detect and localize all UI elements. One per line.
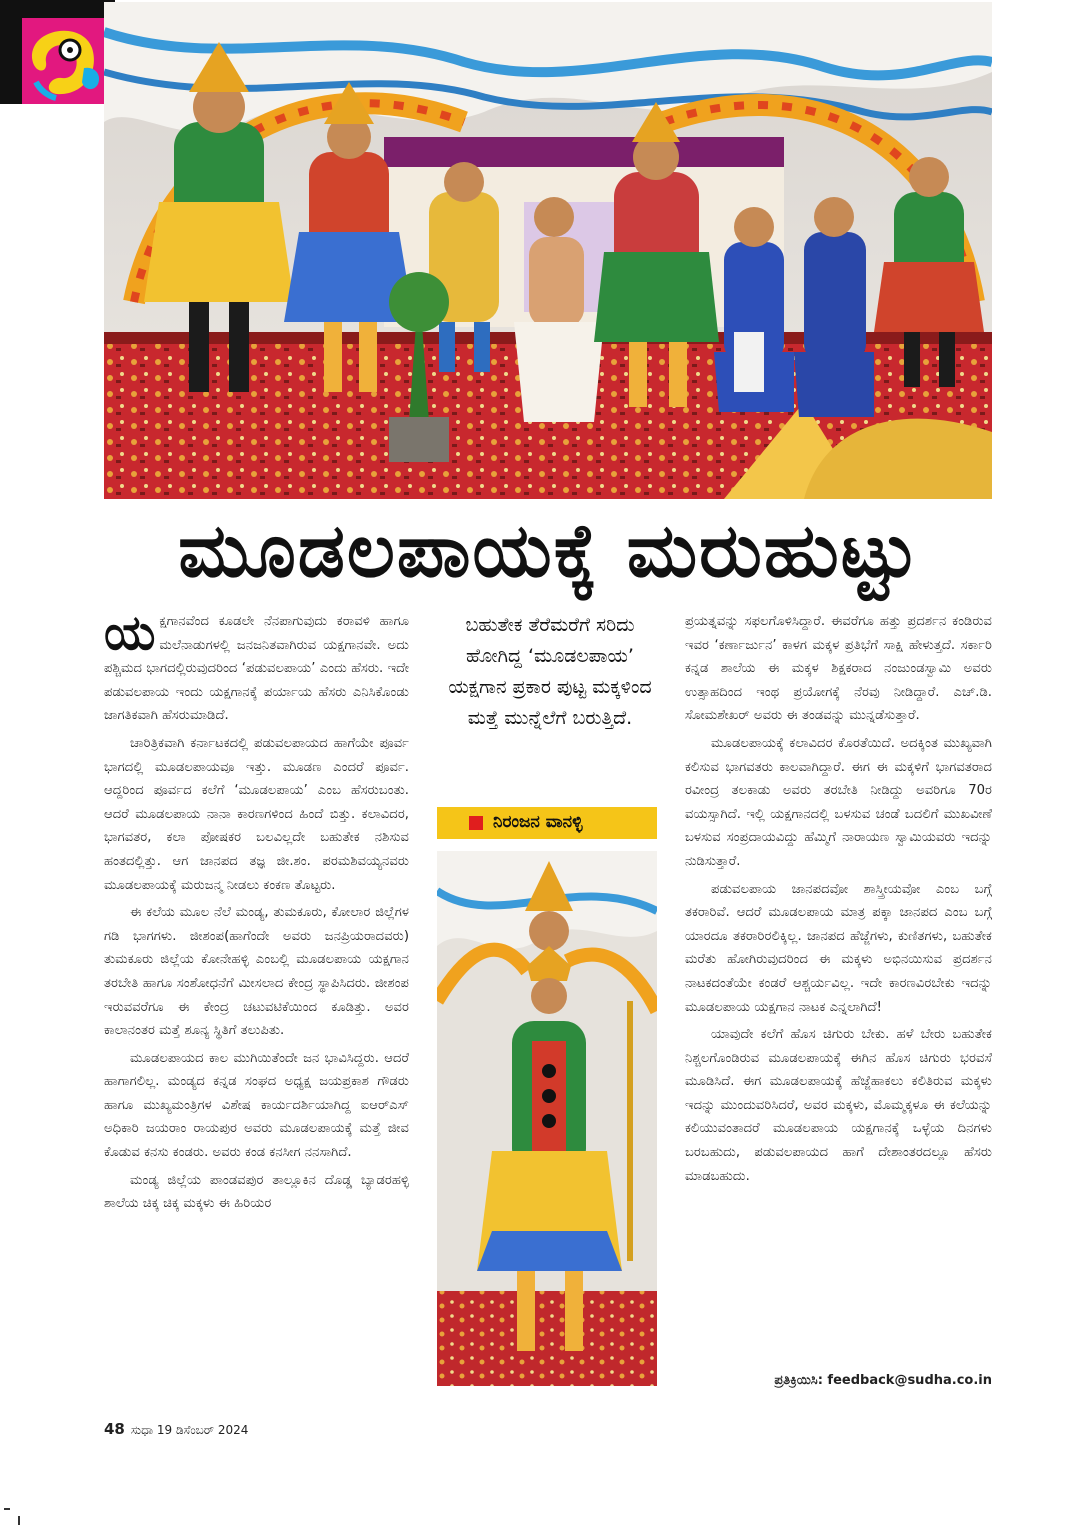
article-paragraph: ಪಡುವಲಪಾಯ ಜಾನಪದವೋ ಶಾಸ್ತ್ರೀಯವೋ ಎಂಬ ಬಗ್ಗೆ ತಕರಾರಿವೆ. ಆದರೆ ಮೂಡಲಪಾಯ ಮಾತ್ರ ಪಕ್ಕಾ ಜಾನಪದ ಎಂಬ ಬಗ್ಗೆ ಯಾರದೂ ತಕರಾರಿರಲಿಕ್ಕಿಲ್ಲ. ಜಾನಪದ ಹೆಜ್ಜೆಗಳು, ಕುಣಿತಗಳು, ಬಹುತೇಕ ಮರೆತು ಹೋಗಿರುವುದರಿಂದ ಈ ಮಕ್ಕಳು ಅಭಿನಯಿಸುವ ಪ್ರದರ್ಶನ ನಾಟಕದಂತೆಯೇ ಕಂಡರೆ ಆಶ್ಚರ್ಯವಿಲ್ಲ. ಇದೇ ಕಾರಣವಿರಬೇಕು ಇದನ್ನು ಮೂಡಲಪಾಯ ಯಕ್ಷಗಾನ ನಾಟಕ ಎನ್ನಲಾಗಿದೆ! — [685, 881, 992, 1015]
author-byline — [437, 807, 657, 839]
article-paragraph: ಮಂಡ್ಯ ಜಿಲ್ಲೆಯ ಪಾಂಡವಪುರ ತಾಲ್ಲೂಕಿನ ದೊಡ್ಡ ಬ್ಯಾಡರಹಳ್ಳಿ ಶಾಲೆಯ ಚಿಕ್ಕ ಚಿಕ್ಕ ಮಕ್ಕಳು ಈ ಹಿರಿಯರ — [104, 1172, 409, 1212]
drop-cap: ಯ — [104, 610, 156, 661]
article-paragraph: ಮೂಡಲಪಾಯಕ್ಕೆ ಕಲಾವಿದರ ಕೊರತೆಯಿದೆ. ಅದಕ್ಕಿಂತ ಮುಖ್ಯವಾಗಿ ಕಲಿಸುವ ಭಾಗವತರು ಕಾಲವಾಗಿದ್ದಾರೆ. ಈಗ ಈ ಮಕ್ಕಳಿಗೆ ಭಾಗವತರಾದ ರವೀಂದ್ರ ತಲಕಾಡು ಅವರು ತರಬೇತಿ ನೀಡಿದ್ದು ಅವರಿಗೂ 70ರ ವಯಸ್ಸಾಗಿದೆ. ಇಲ್ಲಿ ಯಕ್ಷಗಾನದಲ್ಲಿ ಬಳಸುವ ಚಂಡೆ ಬದಲಿಗೆ ಮುಖವೀಣೆ ಬಳಸುವ ಸಂಪ್ರದಾಯವಿದ್ದು ಹೆಮ್ಮಿಗೆ ನಾರಾಯಣ ಸ್ವಾಮಿಯವರು ಇದನ್ನು ನುಡಿಸುತ್ತಾರೆ. — [685, 735, 992, 869]
article-headline: ಮೂಡಲಪಾಯಕ್ಕೆ ಮರುಹುಟ್ಟು — [178, 508, 920, 594]
inset-photo — [437, 851, 657, 1386]
author-name: ನಿರಂಜನ ವಾನಳ್ಳಿ — [493, 812, 583, 832]
page-number: 48 — [104, 1420, 125, 1438]
article-lead-paragraph — [104, 610, 409, 728]
article-paragraph: ಚಾರಿತ್ರಿಕವಾಗಿ ಕರ್ನಾಟಕದಲ್ಲಿ ಪಡುವಲಪಾಯದ ಹಾಗೆಯೇ ಪೂರ್ವ ಭಾಗದಲ್ಲಿ ಮೂಡಲಪಾಯವೂ ಇತ್ತು. ಮೂಡಣ ಎಂದರೆ ಪೂರ್ವ. ಆದ್ದರಿಂದ ಪೂರ್ವದ ಕಲೆಗೆ ‘ಮೂಡಲಪಾಯ’ ಎಂಬ ಹೆಸರುಬಂತು. ಆದರೆ ಮೂಡಲಪಾಯ ನಾನಾ ಕಾರಣಗಳಿಂದ ಹಿಂದೆ ಬಿತ್ತು. ಕಲಾವಿದರ, ಭಾಗವತರ, ಕಲಾ ಪೋಷಕರ ಬಲವಿಲ್ಲದೇ ಬಹುತೇಕ ನಶಿಸುವ ಹಂತದಲ್ಲಿತ್ತು. ಆಗ ಜಾನಪದ ತಜ್ಞ ಜೀ.ಶಂ. ಪರಮಶಿವಯ್ಯನವರು ಮೂಡಲಪಾಯಕ್ಕೆ ಮರುಜನ್ಮ ನೀಡಲು ಕಂಕಣ ತೊಟ್ಟರು. — [104, 735, 409, 893]
section-logo-icon — [22, 18, 110, 104]
crop-mark — [4, 1508, 10, 1510]
issue-date: ಸುಧಾ 19 ಡಿಸೆಂಬರ್ 2024 — [130, 1423, 249, 1437]
article-paragraph: ಯಾವುದೇ ಕಲೆಗೆ ಹೊಸ ಚಿಗುರು ಬೇಕು. ಹಳೆ ಬೇರು ಬಹುತೇಕ ನಿಶ್ಚಲಗೊಂಡಿರುವ ಮೂಡಲಪಾಯಕ್ಕೆ ಈಗಿನ ಹೊಸ ಚಿಗುರು ಭರವಸೆ ಮೂಡಿಸಿದೆ. ಈಗ ಮೂಡಲಪಾಯಕ್ಕೆ ಹೆಜ್ಜೆಹಾಕಲು ಕಲಿತಿರುವ ಮಕ್ಕಳು ಇದನ್ನು ಮುಂದುವರಿಸಿದರೆ, ಅವರ ಮಕ್ಕಳು, ಮೊಮ್ಮಕ್ಕಳೂ ಈ ಕಲೆಯನ್ನು ಕಲಿಯುವಂತಾದರೆ ಮೂಡಲಪಾಯ ಯಕ್ಷಗಾನಕ್ಕೆ ಒಳ್ಳೆಯ ದಿನಗಳು ಬರಬಹುದು, ಪಡುವಲಪಾಯದ ಹಾಗೆ ದೇಶಾಂತರದಲ್ಲೂ ಹೆಸರು ಮಾಡಬಹುದು. — [685, 1027, 992, 1184]
hero-photo — [104, 2, 992, 499]
page-footer — [104, 1420, 248, 1438]
article-paragraph: ಪ್ರಯತ್ನವನ್ನು ಸಫಲಗೊಳಿಸಿದ್ದಾರೆ. ಈವರೆಗೂ ಹತ್ತು ಪ್ರದರ್ಶನ ಕಂಡಿರುವ ಇವರ ‘ಕರ್ಣಾರ್ಜುನ’ ಕಾಳಗ ಮಕ್ಕಳ ಪ್ರತಿಭೆಗೆ ಸಾಕ್ಷಿ ಹೇಳುತ್ತದೆ. ಸರ್ಕಾರಿ ಕನ್ನಡ ಶಾಲೆಯ ಈ ಮಕ್ಕಳ ಶಿಕ್ಷಕರಾದ ನಂಜುಂಡಸ್ವಾಮಿ ಅವರು ಉತ್ಸಾಹದಿಂದ ಇಂಥ ಪ್ರಯೋಗಕ್ಕೆ ನೆರವು ನೀಡಿದ್ದಾರೆ. ಎಚ್.ಡಿ. ಸೋಮಶೇಖರ್ ಅವರು ಈ ತಂಡವನ್ನು ಮುನ್ನಡೆಸುತ್ತಾರೆ. — [685, 614, 992, 724]
article-paragraph: ಈ ಕಲೆಯ ಮೂಲ ನೆಲೆ ಮಂಡ್ಯ, ತುಮಕೂರು, ಕೋಲಾರ ಜಿಲ್ಲೆಗಳ ಗಡಿ ಭಾಗಗಳು. ಜೀಶಂಪ(ಹಾಗೆಂದೇ ಅವರು ಜನಪ್ರಿಯರಾದವರು) ತುಮಕೂರು ಜಿಲ್ಲೆಯ ಕೋನೇಹಳ್ಳಿ ಎಂಬಲ್ಲಿ ಮೂಡಲಪಾಯ ಯಕ್ಷಗಾನ ತರಬೇತಿ ಹಾಗೂ ಸಂಶೋಧನೆಗೆ ಮೀಸಲಾದ ಕೇಂದ್ರ ಸ್ಥಾಪಿಸಿದರು. ಜೀಶಂಪ ಇರುವವರೆಗೂ ಈ ಕೇಂದ್ರ ಚಟುವಟಿಕೆಯಿಂದ ಕೂಡಿತ್ತು. ಅವರ ಕಾಲಾನಂತರ ಮತ್ತೆ ಶೂನ್ಯ ಸ್ಥಿತಿಗೆ ತಲುಪಿತು. — [104, 905, 409, 1039]
lead-text: ಕ್ಷಗಾನವೆಂದ ಕೂಡಲೇ ನೆನಪಾಗುವುದು ಕರಾವಳಿ ಹಾಗೂ ಮಲೆನಾಡುಗಳಲ್ಲಿ ಜನಜನಿತವಾಗಿರುವ ಯಕ್ಷಗಾನವೇ. ಅದು ಪಶ್ಚಿಮದ ಭಾಗದಲ್ಲಿರುವುದರಿಂದ ‘ಪಡುವಲಪಾಯ’ ಎಂದು ಹೆಸರು. ಇದೇ ಪಡುವಲಪಾಯ ಇಂದು ಯಕ್ಷಗಾನಕ್ಕೆ ಪರ್ಯಾಯ ಹೆಸರು ಎನಿಸಿಕೊಂಡು ಜಾಗತಿಕವಾಗಿ ಹೆಸರುಮಾಡಿದೆ. — [104, 614, 409, 724]
article-paragraph: ಮೂಡಲಪಾಯದ ಕಾಲ ಮುಗಿಯಿತೆಂದೇ ಜನ ಭಾವಿಸಿದ್ದರು. ಆದರೆ ಹಾಗಾಗಲಿಲ್ಲ. ಮಂಡ್ಯದ ಕನ್ನಡ ಸಂಘದ ಅಧ್ಯಕ್ಷ ಜಯಪ್ರಕಾಶ ಗೌಡರು ಹಾಗೂ ಮುಖ್ಯಮಂತ್ರಿಗಳ ವಿಶೇಷ ಕಾರ್ಯದರ್ಶಿಯಾಗಿದ್ದ ಐಆರ್‌ಎಸ್ ಅಧಿಕಾರಿ ಜಯರಾಂ ರಾಯಪುರ ಅವರು ಮೂಡಲಪಾಯಕ್ಕೆ ಮತ್ತೆ ಜೀವ ಕೊಡುವ ಕನಸು ಕಂಡರು. ಅವರು ಕಂಡ ಕನಸೀಗ ನನಸಾಗಿದೆ. — [104, 1050, 409, 1161]
article-column-right — [685, 610, 992, 1395]
byline-marker-icon — [469, 816, 483, 830]
feedback-email: ಪ್ರತಿಕ್ರಿಯಿಸಿ: feedback@sudha.co.in — [774, 1373, 992, 1388]
article-column-left — [104, 610, 409, 1395]
crop-mark — [18, 1516, 20, 1525]
pull-quote: ಬಹುತೇಕ ತೆರೆಮರೆಗೆ ಸರಿದು ಹೋಗಿದ್ದ ‘ಮೂಡಲಪಾಯ’ ಯಕ್ಷಗಾನ ಪ್ರಕಾರ ಪುಟ್ಟ ಮಕ್ಕಳಿಂದ ಮತ್ತೆ ಮುನ್ನೆಲೆಗೆ ಬರುತ್ತಿದೆ. — [448, 614, 652, 729]
